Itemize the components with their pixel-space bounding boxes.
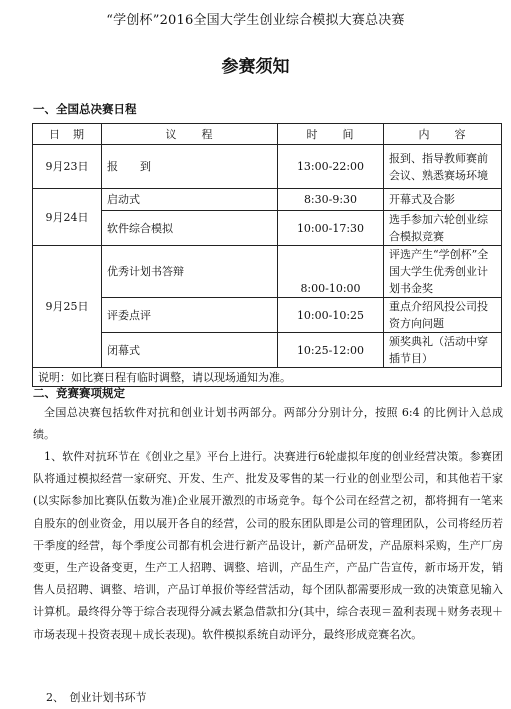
cell-agenda: 优秀计划书答辩 [102,246,278,298]
page-title: 参赛须知 [221,57,290,77]
cell-time: 13:00-22:00 [278,145,384,189]
cell-agenda: 评委点评 [102,298,278,333]
cell-time: 10:00-17:30 [278,211,384,246]
table-row [33,211,502,246]
cell-date: 9月24日 [33,189,102,246]
cell-agenda: 报 到 [102,145,278,189]
cell-agenda: 软件综合模拟 [102,211,278,246]
table-row [33,189,502,211]
header-date: 日 期 [33,124,102,145]
table-note-row [33,368,502,387]
section-heading-rules: 二、竞赛赛项规定 [33,386,125,400]
cell-time: 8:00-10:00 [278,246,384,298]
cell-agenda: 启动式 [102,189,278,211]
cell-time: 8:30-9:30 [278,189,384,211]
section-heading-schedule: 一、全国总决赛日程 [33,102,137,116]
cell-content: 选手参加六轮创业综合模拟竞赛 [384,211,502,246]
cell-time: 10:00-10:25 [278,298,384,333]
header-time: 时 间 [278,124,384,145]
table-row [33,333,502,368]
cell-date: 9月23日 [33,145,102,189]
table-row [33,246,502,298]
item-business-plan: 2、 创业计划书环节 [46,691,147,704]
table-row [33,298,502,333]
table-header-row [33,124,502,145]
cell-content: 报到、指导教师赛前会议、熟悉赛场环境 [384,145,502,189]
cell-content: 颁奖典礼（活动中穿插节目） [384,333,502,368]
cell-content: 开幕式及合影 [384,189,502,211]
header-content: 内 容 [384,124,502,145]
cell-content: 评选产生“学创杯”全国大学生优秀创业计划书金奖 [384,246,502,298]
cell-date: 9月25日 [33,246,102,368]
cell-content: 重点介绍风投公司投资方向问题 [384,298,502,333]
paragraph-software-contest: 1、软件对抗环节在《创业之星》平台上进行。决赛进行6轮虚拟年度的创业经营决策。参赛团队将通过模拟经营一家研究、开发、生产、批发及零售的某一行业的创业型公司，和其他若干家(以实际参加比赛队伍数为准)企业展开激烈的市场竞争。每个公司在经营之初，都将拥有一笔来自股东的创业资金，用以展开各自的经营，公司的股东团队即是公司的管理团队，公司将经历若干季度的经营，每个季度公司都有机会进行新产品设计，新产品研发，产品原料采购，生产厂房变更，生产设备变更，生产工人招聘、调整、培训，产品生产，产品广告宣传，新市场开发，销售人员招聘、调整、培训，产品订单报价等经营活动，每个团队都需要形成一致的决策意见输入计算机。最终得分等于综合表现得分减去紧急借款扣分(其中，综合表现＝盈利表现＋财务表现＋市场表现＋投资表现＋成长表现)。软件模拟系统自动评分，最终形成竞赛名次。 [33,450,503,641]
competition-title: “学创杯”2016全国大学生创业综合模拟大赛总决赛 [106,13,405,28]
paragraph-overview: 全国总决赛包括软件对抗和创业计划书两部分。两部分分别计分，按照 6:4 的比例计入总成绩。 [33,406,503,442]
cell-time: 10:25-12:00 [278,333,384,368]
header-agenda: 议 程 [102,124,278,145]
schedule-note: 说明：如比赛日程有临时调整，请以现场通知为准。 [33,368,502,387]
schedule-table [32,123,502,387]
table-row [33,145,502,189]
cell-agenda: 闭幕式 [102,333,278,368]
